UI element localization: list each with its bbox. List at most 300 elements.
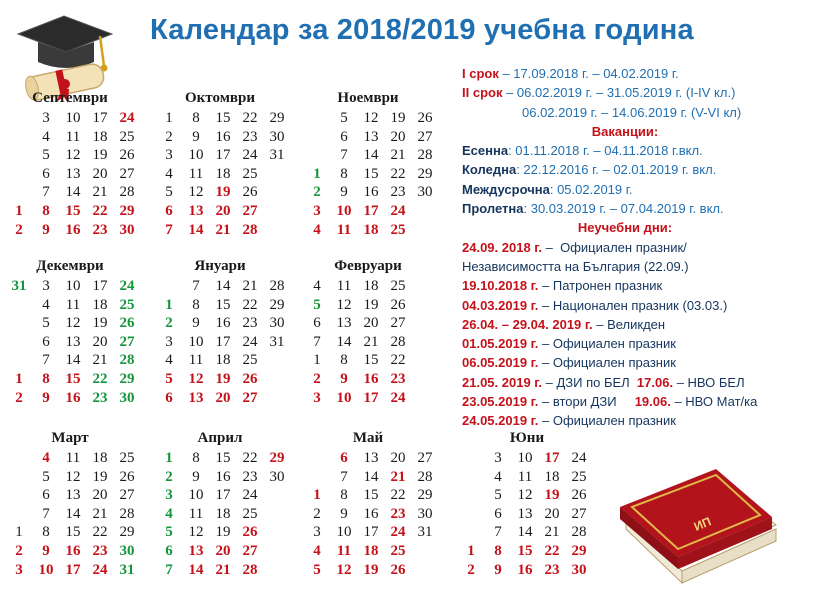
- calendar-day: 17: [92, 278, 108, 294]
- calendar-day: 18: [215, 505, 231, 522]
- calendar-day: 5: [165, 371, 173, 387]
- calendar-day: 14: [363, 147, 379, 164]
- book-icon: [612, 455, 780, 595]
- calendar-day: 26: [417, 110, 433, 126]
- calendar-day: 11: [65, 128, 81, 145]
- month-4: [0, 258, 140, 428]
- nonschool-text: – втори ДЗИ: [538, 394, 635, 410]
- calendar-day: 15: [65, 524, 81, 541]
- calendar-day: 23: [390, 371, 406, 387]
- term-two-dates: – 06.02.2019 г. – 31.05.2019 г. (I-IV кл.): [502, 85, 736, 101]
- calendar-day: 8: [340, 165, 348, 182]
- calendar-day: 21: [215, 561, 231, 578]
- calendar-day: 27: [417, 450, 433, 466]
- nonschool-item: [462, 353, 828, 372]
- calendar-day: 20: [390, 450, 406, 466]
- calendar-day: 11: [65, 450, 81, 466]
- calendar-day: 15: [363, 352, 379, 369]
- calendar-day: 25: [390, 543, 406, 559]
- calendar-day: 10: [188, 147, 204, 164]
- calendar-day: 18: [92, 296, 108, 313]
- vacation-christmas-dates: : 22.12.2016 г. – 02.01.2019 г. вкл.: [516, 162, 717, 178]
- graduation-cap-icon: [8, 4, 118, 104]
- calendar-day: 24: [242, 487, 258, 504]
- calendar-day: 3: [313, 203, 321, 219]
- nonschool-list: [462, 238, 828, 431]
- school-info-panel: [462, 64, 828, 431]
- calendar-day: 21: [92, 505, 108, 522]
- nonschool-date: 06.05.2019 г.: [462, 355, 539, 371]
- calendar-day: 30: [119, 543, 135, 559]
- calendar-day: 28: [119, 184, 135, 201]
- calendar-day: 26: [242, 184, 258, 201]
- calendar-day: 27: [242, 389, 258, 406]
- calendar-day: 12: [65, 315, 81, 332]
- nonschool-item: [462, 238, 828, 257]
- calendar-day: 23: [544, 561, 560, 578]
- calendar-day: 29: [417, 165, 433, 182]
- calendar-day: 18: [215, 165, 231, 182]
- calendar-day: 31: [119, 561, 135, 578]
- vacation-interterm-label: Междусрочна: [462, 181, 550, 197]
- calendar-day: 13: [363, 128, 379, 145]
- calendar-day: 26: [119, 147, 135, 164]
- calendar-day: 2: [313, 505, 321, 522]
- calendar-day: 1: [467, 543, 475, 559]
- calendar-day: 10: [188, 487, 204, 504]
- calendar-day: 4: [42, 296, 50, 313]
- calendar-day: 29: [119, 524, 135, 541]
- calendar-day: 28: [571, 524, 587, 541]
- calendar-day: 15: [517, 543, 533, 559]
- calendar-day: 9: [340, 505, 348, 522]
- calendar-day: 6: [42, 333, 50, 350]
- nonschool-date-secondary: 19.06.: [634, 394, 671, 410]
- calendar-day: 12: [65, 147, 81, 164]
- calendar-day: 11: [336, 278, 352, 294]
- nonschool-text: – Официален празник: [538, 336, 676, 352]
- calendar-day: 8: [192, 110, 200, 126]
- calendar-day: 19: [390, 110, 406, 126]
- calendar-day: 31: [269, 147, 285, 164]
- calendar-day: 6: [42, 487, 50, 504]
- calendar-day: 14: [336, 333, 352, 350]
- calendar-day: 16: [65, 543, 81, 559]
- calendar-day: 5: [42, 147, 50, 164]
- calendar-day: 8: [42, 203, 50, 219]
- calendar-day: 17: [215, 147, 231, 164]
- vacations-heading: Ваканции:: [591, 123, 659, 139]
- calendar-day: 6: [165, 543, 173, 559]
- calendar-day: 5: [313, 296, 321, 313]
- calendar-day: 23: [92, 389, 108, 406]
- calendar-day: 20: [363, 315, 379, 332]
- calendar-day: 14: [188, 561, 204, 578]
- calendar-day: 17: [215, 487, 231, 504]
- calendar-day: 29: [119, 203, 135, 219]
- vacation-christmas: [462, 160, 828, 179]
- calendar-day: 5: [165, 184, 173, 201]
- calendar-day: 10: [336, 389, 352, 406]
- calendar-day: 21: [544, 524, 560, 541]
- calendar-day: 16: [215, 468, 231, 485]
- calendar-day: 3: [42, 110, 50, 126]
- calendar-day: 14: [188, 221, 204, 238]
- calendar-day: 13: [363, 450, 379, 466]
- calendar-day: 15: [65, 203, 81, 219]
- calendar-day: 5: [313, 561, 321, 578]
- calendar-day: 13: [188, 389, 204, 406]
- calendar-day: 16: [363, 505, 379, 522]
- calendar-day: 7: [192, 278, 200, 294]
- calendar-day: 17: [215, 333, 231, 350]
- calendar-day: 16: [363, 371, 379, 387]
- calendar-day: 5: [165, 524, 173, 541]
- calendar-day: 18: [363, 543, 379, 559]
- calendar-day: 27: [119, 487, 135, 504]
- nonschool-text: – Официален празник: [538, 355, 676, 371]
- term-two-label: II срок: [462, 85, 503, 101]
- month-name: Април: [197, 430, 243, 446]
- calendar-day: 18: [544, 468, 560, 485]
- calendar-day: 31: [269, 333, 285, 350]
- calendar-day: 22: [390, 165, 406, 182]
- calendar-day: 7: [165, 221, 173, 238]
- calendar-day: 30: [269, 128, 285, 145]
- calendar-day: 26: [242, 524, 258, 541]
- month-8: [150, 430, 290, 600]
- calendar-day: 22: [242, 450, 258, 466]
- calendar-day: 19: [363, 561, 379, 578]
- calendar-day: 30: [119, 221, 135, 238]
- calendar-day: 26: [571, 487, 587, 504]
- nonschool-heading-row: [462, 218, 828, 237]
- calendar-day: 20: [390, 128, 406, 145]
- calendar-day: 16: [65, 221, 81, 238]
- calendar-day: 7: [340, 147, 348, 164]
- calendar-day: 16: [363, 184, 379, 201]
- calendar-day: 1: [165, 110, 173, 126]
- calendar-day: 10: [65, 110, 81, 126]
- calendar-day: 19: [92, 468, 108, 485]
- calendar-day: 8: [42, 524, 50, 541]
- calendar-day: 14: [65, 505, 81, 522]
- calendar-day: 24: [92, 561, 108, 578]
- month-5: [150, 258, 290, 428]
- calendar-day: 26: [390, 561, 406, 578]
- calendar-day: 28: [269, 278, 285, 294]
- calendar-day: 27: [417, 128, 433, 145]
- calendar-day: 17: [65, 561, 81, 578]
- calendar-day: 2: [313, 184, 321, 201]
- calendar-day: 20: [215, 389, 231, 406]
- calendar-day: 13: [65, 165, 81, 182]
- calendar-day: 25: [242, 352, 258, 369]
- nonschool-text: – Официален празник: [538, 413, 676, 429]
- nonschool-date: 04.03.2019 г.: [462, 297, 539, 313]
- calendar-day: 29: [269, 110, 285, 126]
- calendar-day: 5: [494, 487, 502, 504]
- calendar-day: 16: [65, 389, 81, 406]
- calendar-day: 19: [363, 296, 379, 313]
- vacation-spring-dates: : 30.03.2019 г. – 07.04.2019 г. вкл.: [523, 201, 724, 217]
- vacation-spring: [462, 199, 828, 218]
- calendar-day: 3: [42, 278, 50, 294]
- calendar-day: 8: [340, 487, 348, 504]
- calendar-day: 29: [571, 543, 587, 559]
- calendar-day: 19: [544, 487, 560, 504]
- calendar-day: 25: [242, 505, 258, 522]
- calendar-day: 3: [313, 389, 321, 406]
- calendar-day: 20: [544, 505, 560, 522]
- calendar-day: 20: [215, 203, 231, 219]
- calendar-day: 23: [92, 221, 108, 238]
- calendar-day: 18: [215, 352, 231, 369]
- calendar-day: 25: [390, 221, 406, 238]
- calendar-day: 13: [188, 203, 204, 219]
- calendar-day: 17: [363, 203, 379, 219]
- nonschool-text: – Официален празник/: [542, 239, 687, 255]
- term-one-dates: – 17.09.2018 г. – 04.02.2019 г.: [498, 66, 679, 81]
- month-9: [298, 430, 438, 600]
- calendar-day: 13: [188, 543, 204, 559]
- calendar-day: 9: [192, 128, 200, 145]
- calendar-day: 11: [188, 505, 204, 522]
- month-name: Март: [51, 430, 89, 446]
- calendar-day: 31: [417, 524, 433, 541]
- calendar-day: 8: [494, 543, 502, 559]
- nonschool-item: [462, 296, 828, 315]
- calendar-day: 10: [336, 524, 352, 541]
- calendar-day: 5: [340, 110, 348, 126]
- calendar-day: 2: [165, 128, 173, 145]
- calendar-day: 2: [165, 468, 173, 485]
- calendar-day: 13: [517, 505, 533, 522]
- calendar-day: 6: [313, 315, 321, 332]
- calendar-day: 5: [42, 468, 50, 485]
- nonschool-date: 23.05.2019 г.: [462, 394, 539, 410]
- calendar-day: 22: [242, 296, 258, 313]
- calendar-day: 7: [42, 352, 50, 369]
- calendar-day: 8: [192, 296, 200, 313]
- calendar-day: 13: [65, 333, 81, 350]
- calendar-day: 21: [215, 221, 231, 238]
- calendar-day: 29: [269, 450, 285, 466]
- calendar-day: 21: [92, 184, 108, 201]
- nonschool-text: – ДЗИ по БЕЛ: [542, 374, 637, 390]
- calendar-day: 14: [517, 524, 533, 541]
- calendar-day: 4: [313, 543, 321, 559]
- calendar-day: 9: [42, 221, 50, 238]
- vacation-autumn-dates: : 01.11.2018 г. – 04.11.2018 г.вкл.: [508, 143, 703, 159]
- calendar-day: 10: [188, 333, 204, 350]
- calendar-day: 13: [336, 315, 352, 332]
- nonschool-date: 01.05.2019 г.: [462, 336, 539, 352]
- calendar-day: 15: [363, 165, 379, 182]
- calendar-day: 1: [165, 296, 173, 313]
- calendar-day: 21: [363, 333, 379, 350]
- calendar-day: 16: [517, 561, 533, 578]
- book-label: ИП: [691, 514, 714, 534]
- calendar-day: 18: [363, 221, 379, 238]
- calendar-day: 11: [188, 165, 204, 182]
- calendar-day: 26: [242, 371, 258, 387]
- calendar-day: 20: [215, 543, 231, 559]
- calendar-day: 4: [165, 352, 173, 369]
- calendar-day: 29: [417, 487, 433, 504]
- calendar-day: 1: [15, 524, 23, 541]
- calendar-day: 28: [242, 221, 258, 238]
- calendar-day: 3: [165, 147, 173, 164]
- calendar-day: 16: [215, 128, 231, 145]
- calendar-day: 18: [363, 278, 379, 294]
- calendar-day: 15: [215, 110, 231, 126]
- calendar-day: 6: [340, 128, 348, 145]
- month-3: [298, 90, 438, 260]
- calendar-day: 24: [119, 278, 135, 294]
- calendar-day: 25: [242, 165, 258, 182]
- calendar-day: 17: [92, 110, 108, 126]
- calendar-day: 24: [242, 147, 258, 164]
- calendar-day: 7: [340, 468, 348, 485]
- calendar-day: 28: [119, 505, 135, 522]
- month-name: Ноември: [337, 90, 399, 106]
- calendar-day: 4: [165, 165, 173, 182]
- calendar-day: 30: [119, 389, 135, 406]
- calendar-day: 27: [242, 543, 258, 559]
- calendar-day: 20: [92, 165, 108, 182]
- nonschool-item: [462, 373, 828, 392]
- calendar-day: 24: [242, 333, 258, 350]
- calendar-day: 29: [269, 296, 285, 313]
- calendar-day: 7: [165, 561, 173, 578]
- calendar-day: 11: [517, 468, 533, 485]
- calendar-day: 23: [242, 315, 258, 332]
- calendar-day: 30: [269, 315, 285, 332]
- calendar-day: 1: [313, 352, 321, 369]
- page-title: Календар за 2018/2019 учебна година: [150, 14, 694, 46]
- calendar-day: 24: [119, 110, 135, 126]
- calendar-day: 4: [494, 468, 502, 485]
- nonschool-item: [462, 334, 828, 353]
- calendar-day: 27: [390, 315, 406, 332]
- nonschool-text: – Великден: [592, 316, 666, 332]
- term-one-label: I срок: [462, 66, 499, 81]
- calendar-day: 12: [336, 561, 352, 578]
- calendar-day: 11: [336, 221, 352, 238]
- nonschool-item: [462, 392, 828, 411]
- month-1: [0, 90, 140, 260]
- calendar-day: 9: [340, 184, 348, 201]
- calendar-day: 23: [390, 505, 406, 522]
- calendar-day: 24: [390, 203, 406, 219]
- nonschool-item: [462, 411, 828, 430]
- calendar-day: 30: [571, 561, 587, 578]
- calendar-day: 3: [313, 524, 321, 541]
- nonschool-date: 26.04. – 29.04. 2019 г.: [462, 316, 593, 332]
- vacation-interterm-dates: : 05.02.2019 г.: [549, 181, 633, 197]
- calendar-day: 19: [215, 184, 231, 201]
- calendar-day: 4: [42, 128, 50, 145]
- calendar-day: 21: [390, 468, 406, 485]
- calendar-day: 12: [517, 487, 533, 504]
- calendar-day: 18: [92, 450, 108, 466]
- calendar-day: 28: [417, 468, 433, 485]
- calendar-day: 22: [544, 543, 560, 559]
- calendar-day: 9: [192, 468, 200, 485]
- month-name: Май: [352, 430, 384, 446]
- calendar-day: 11: [336, 543, 352, 559]
- calendar-day: 29: [119, 371, 135, 387]
- calendar-day: 6: [165, 203, 173, 219]
- month-6: [298, 258, 438, 428]
- calendar-day: 1: [15, 203, 23, 219]
- calendar-day: 16: [215, 315, 231, 332]
- calendar-day: 9: [42, 543, 50, 559]
- calendar-day: 4: [313, 278, 321, 294]
- month-name: Декември: [36, 258, 104, 274]
- calendar-day: 17: [544, 450, 560, 466]
- term-two-second: [462, 103, 828, 122]
- calendar-day: 22: [242, 110, 258, 126]
- calendar-day: 17: [363, 389, 379, 406]
- calendar-day: 25: [119, 128, 135, 145]
- calendar-day: 27: [242, 203, 258, 219]
- calendar-day: 25: [119, 450, 135, 466]
- calendar-day: 24: [571, 450, 587, 466]
- calendar-day: 4: [165, 505, 173, 522]
- calendar-day: 20: [92, 333, 108, 350]
- calendar-day: 3: [165, 487, 173, 504]
- calendar-day: 23: [92, 543, 108, 559]
- calendar-day: 8: [340, 352, 348, 369]
- calendar-day: 20: [92, 487, 108, 504]
- month-name: Юни: [509, 430, 545, 446]
- calendar-day: 19: [92, 147, 108, 164]
- calendar-day: 31: [11, 278, 27, 294]
- nonschool-date: 21.05. 2019 г.: [462, 374, 543, 390]
- calendar-day: 12: [188, 371, 204, 387]
- calendar-day: 24: [390, 524, 406, 541]
- calendar-day: 22: [92, 371, 108, 387]
- term-two-dates-upper: 06.02.2019 г. – 14.06.2019 г. (V-VI кл): [522, 104, 742, 120]
- nonschool-text-secondary: – НВО Мат/ка: [670, 394, 758, 410]
- calendar-day: 28: [417, 147, 433, 164]
- calendar-day: 7: [42, 505, 50, 522]
- calendar-day: 2: [313, 371, 321, 387]
- calendar-day: 22: [390, 487, 406, 504]
- nonschool-date-secondary: 17.06.: [636, 374, 674, 390]
- vacation-interterm: [462, 180, 828, 199]
- month-name: Февруари: [334, 258, 402, 274]
- calendar-day: 10: [38, 561, 54, 578]
- calendar-day: 3: [494, 450, 502, 466]
- calendar-day: 11: [188, 352, 204, 369]
- calendar-day: 2: [15, 221, 23, 238]
- calendar-day: 27: [119, 165, 135, 182]
- calendar-day: 12: [188, 524, 204, 541]
- nonschool-date: 24.09. 2018 г.: [462, 239, 543, 255]
- calendar-day: 15: [215, 450, 231, 466]
- calendar-day: 25: [571, 468, 587, 485]
- calendar-day: 6: [340, 450, 348, 466]
- calendar-day: 6: [165, 389, 173, 406]
- calendar-day: 1: [165, 450, 173, 466]
- calendar-day: 4: [42, 450, 50, 466]
- calendar-day: 10: [517, 450, 533, 466]
- calendar-day: 8: [192, 450, 200, 466]
- calendar-day: 1: [15, 371, 23, 387]
